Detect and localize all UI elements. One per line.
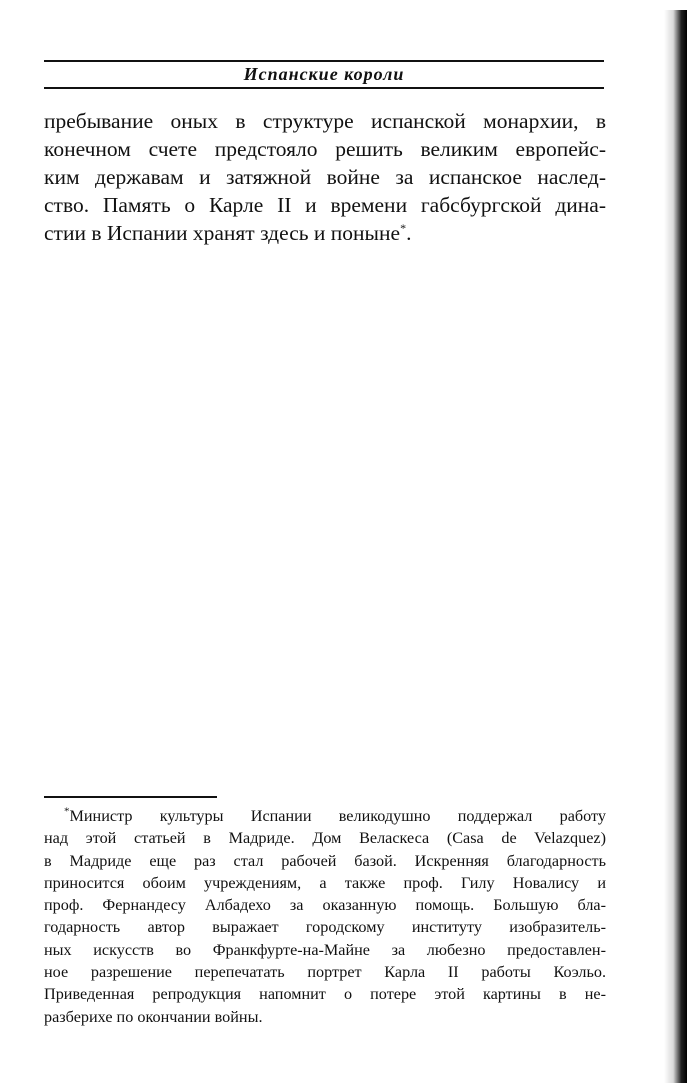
footnote-line-3: в Мадриде еще раз стал рабочей базой. Искренняя благодарность (44, 851, 606, 870)
footnote-line-1 (44, 805, 606, 827)
footnote-line-1-text: Министр культуры Испании великодушно поддержал работу (69, 807, 606, 825)
footnote-line-7: ных искусств во Франкфурте-на-Майне за любезно предоставлен- (44, 940, 606, 959)
main-paragraph (44, 107, 606, 247)
footnote-separator-rule (44, 796, 217, 798)
main-line-5-text: стии в Испании хранят здесь и поныне (44, 221, 401, 245)
footnote-line-4: приносится обоим учреждениям, а также проф. Гилу Новалису и (44, 873, 606, 892)
header-bottom-rule (44, 87, 604, 89)
footnote-mark: * (64, 805, 70, 818)
main-line-3: ким державам и затяжной войне за испанское наслед- (44, 165, 606, 189)
main-line-2: конечном счете предстояло решить великим европейс- (44, 137, 606, 161)
footnote-reference-mark: * (400, 220, 407, 235)
page-binding-shadow (664, 10, 687, 1083)
footnote-line-5: проф. Фернандесу Албадехо за оказанную помощь. Большую бла- (44, 896, 606, 915)
footnote-line-6: годарность автор выражает городскому институту изобразитель- (44, 918, 606, 937)
main-line-5: стии в Испании хранят здесь и поныне*. (44, 220, 412, 245)
running-header-title: Испанские короли (243, 64, 405, 84)
footnote-line-10: разберихе по окончании войны. (44, 1007, 263, 1026)
footnote-line-8: ное разрешение перепечатать портрет Карла II работы Коэльо. (44, 963, 606, 982)
main-line-4: ство. Память о Карле II и времени габсбургской дина- (44, 193, 606, 217)
footnote-line-2: над этой статьей в Мадриде. Дом Веласкеса (Casa de Velazquez) (44, 829, 606, 848)
main-line-1: пребывание оных в структуре испанской монархии, в (44, 109, 606, 133)
header-top-rule (44, 60, 604, 62)
footnote (44, 805, 606, 1028)
footnote-line-9: Приведенная репродукция напомнит о потере этой картины в не- (44, 985, 606, 1004)
